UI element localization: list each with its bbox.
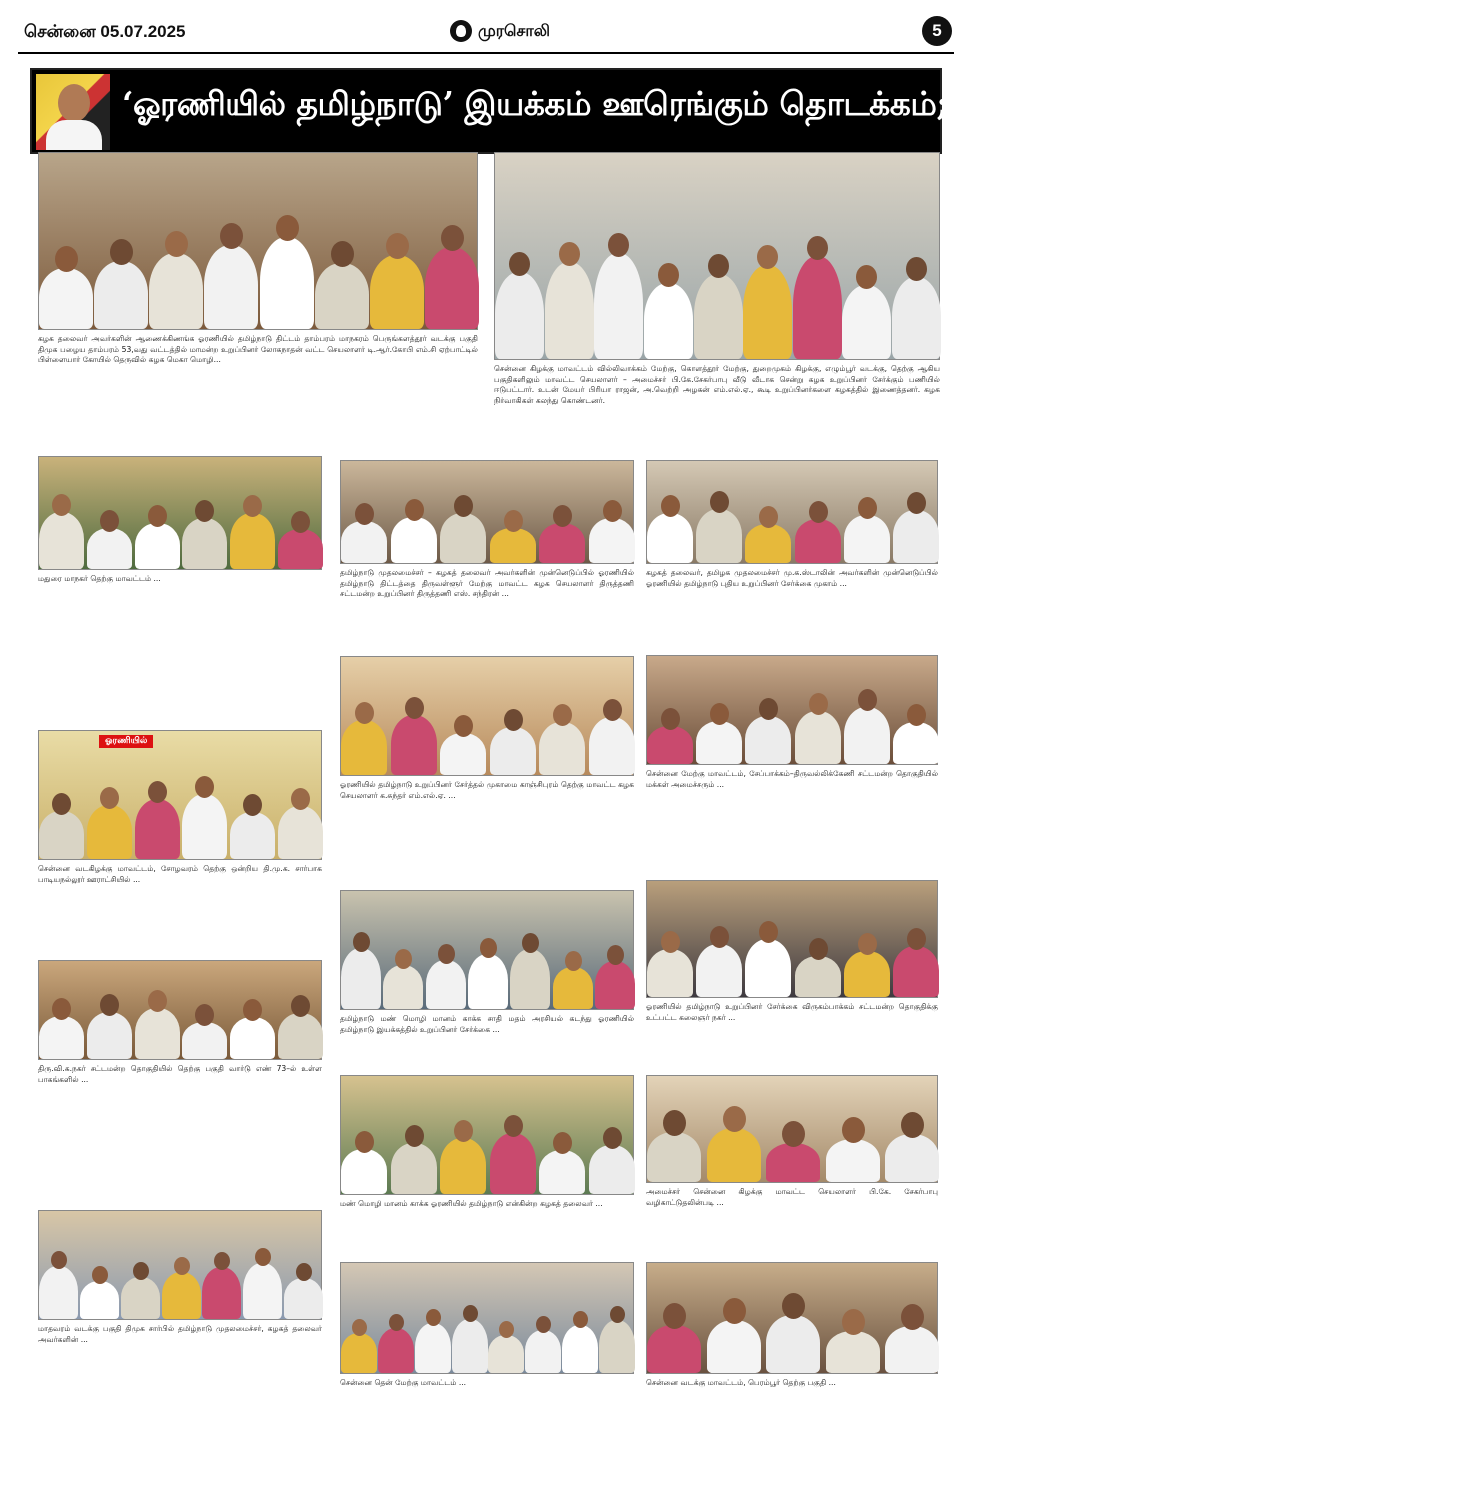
person-head — [661, 931, 680, 953]
news-photo — [646, 1075, 938, 1183]
person-head — [331, 241, 354, 267]
photo-caption: சென்னை வடகிழக்கு மாவட்டம், சோழவரம் தெற்கு ஒன்றிய தி.மு.க. சார்பாக பாடியநல்லூர் ஊராட்சியில் ... — [38, 864, 322, 884]
photo-caption: சென்னை தென் மேற்கு மாவட்டம் ... — [340, 1378, 467, 1387]
photo-caption: திரு.வி.க.நகர் சட்டமன்ற தொகுதியில் தெற்கு பகுதி வார்டு எண் 73–ல் உள்ள பாகங்களில் ... — [38, 1064, 322, 1084]
person-head — [214, 1252, 230, 1270]
person-head — [603, 1127, 622, 1149]
person-figure — [383, 965, 423, 1009]
person-figure — [391, 1143, 437, 1194]
leader-portrait — [36, 74, 110, 150]
person-head — [603, 500, 622, 522]
person-figure — [745, 524, 791, 563]
person-head — [607, 945, 624, 965]
person-head — [165, 231, 188, 257]
person-head — [243, 495, 262, 517]
person-head — [441, 225, 464, 251]
news-photo — [340, 460, 634, 564]
person-figure — [793, 256, 842, 359]
news-photo — [646, 1262, 938, 1374]
person-figure — [440, 733, 486, 775]
portrait-shirt — [46, 120, 102, 150]
newspaper-name: முரசொலி — [478, 20, 550, 40]
person-figure — [696, 509, 742, 563]
person-head — [291, 788, 310, 810]
news-item — [38, 730, 322, 984]
person-head — [663, 1110, 686, 1136]
news-photo — [38, 1210, 322, 1320]
person-figure — [341, 1333, 377, 1373]
person-figure — [745, 939, 791, 997]
news-photo — [38, 152, 478, 330]
rising-sun-icon — [450, 20, 472, 42]
person-head — [499, 1321, 514, 1338]
person-head — [100, 510, 119, 532]
person-figure — [647, 726, 693, 764]
person-head — [907, 704, 926, 726]
photo-caption: ஓரணியில் தமிழ்நாடு உறுப்பினர் சேர்க்கை விருகம்பாக்கம் சட்டமன்ற தொகுதிக்கு உட்பட்ட கலைஞர் நகர் ... — [646, 1002, 938, 1022]
person-figure — [647, 1325, 701, 1373]
news-photo — [646, 880, 938, 998]
person-figure — [391, 715, 437, 775]
person-head — [52, 494, 71, 516]
person-figure — [766, 1143, 820, 1182]
person-head — [663, 1303, 686, 1329]
person-figure — [594, 253, 643, 359]
person-head — [255, 1248, 271, 1266]
person-figure — [39, 811, 84, 859]
person-head — [55, 246, 78, 272]
person-figure — [553, 967, 593, 1009]
headline: ‘ஓரணியில் தமிழ்நாடு’ இயக்கம் ஊரெங்கும் தொடக்கம்; உற்சாக வெள்ளத்தில் தமிழ் மக்கள்! — [122, 84, 1478, 123]
person-figure — [745, 716, 791, 764]
news-item — [646, 655, 938, 889]
person-head — [710, 926, 729, 948]
person-figure — [260, 237, 314, 329]
person-head — [553, 704, 572, 726]
person-figure — [707, 1128, 761, 1182]
person-figure — [892, 277, 941, 359]
photo-caption: கழகத் தலைவர், தமிழக முதலமைச்சர் மு.க.ஸ்டாலின் அவர்களின் முன்னெடுப்பில் ஓரணியில் தமிழ்நாடு புதிய உறுப்பினர் சேர்க்கை முகாம் ... — [646, 568, 938, 588]
person-figure — [341, 521, 387, 563]
person-figure — [202, 1267, 241, 1319]
person-head — [405, 697, 424, 719]
person-head — [610, 1306, 625, 1323]
photo-caption: கழக தலைவர் அவர்களின் ஆணைக்கிணங்க ஓரணியில் தமிழ்நாடு திட்டம் தாம்பரம் மாநகரம் பெருங்களத்தூர் வடக்கு பகுதி திமுக பழைய தாம்பரம் 53,வது வட்டத்தில் மாமன்ற உறுப்பினர் லோகநாதன் வட்ட செயலாளர் டி.ஆர்.கோபி எம்.சி ஏற்பாட்டில் பிள்ளையார் கோயில் தெருவில் கழக மெகா மொழி... — [38, 334, 478, 365]
news-photo — [646, 655, 938, 765]
photo-caption: தமிழ்நாடு முதலமைச்சர் – கழகத் தலைவர் அவர்களின் முன்னெடுப்பில் ஓரணியில் தமிழ்நாடு திட்டத்தை திருவள்ளூர் மேற்கு மாவட்ட கழக செயலாளர் திருத்தணி சட்டமன்ற உறுப்பினர் திருத்தணி எஸ். சந்திரன் ... — [340, 568, 634, 599]
person-head — [559, 242, 580, 266]
person-head — [296, 1263, 312, 1281]
person-head — [52, 793, 71, 815]
person-head — [858, 689, 877, 711]
person-figure — [595, 961, 635, 1009]
person-figure — [842, 285, 891, 359]
person-head — [757, 245, 778, 269]
person-figure — [589, 717, 635, 775]
masthead — [18, 8, 954, 54]
photo-caption: மதுரை மாநகர் தெற்கு மாவட்டம் ... — [38, 574, 161, 583]
news-item — [38, 456, 322, 724]
person-head — [389, 1314, 404, 1331]
person-figure — [844, 515, 890, 563]
person-figure — [647, 1132, 701, 1182]
person-figure — [121, 1277, 160, 1319]
person-head — [355, 702, 374, 724]
person-figure — [743, 265, 792, 359]
person-head — [553, 1132, 572, 1154]
person-figure — [278, 1013, 323, 1059]
person-head — [148, 990, 167, 1012]
person-figure — [39, 1266, 78, 1319]
person-head — [51, 1251, 67, 1269]
photo-caption: அமைச்சர் சென்னை கிழக்கு மாவட்ட செயலாளர் பி.கே. சேகர்பாபு வழிகாட்டுதலின்படி ... — [646, 1187, 938, 1207]
news-item — [340, 1262, 634, 1488]
person-head — [509, 252, 530, 276]
person-head — [842, 1117, 865, 1143]
person-head — [710, 491, 729, 513]
news-photo — [38, 456, 322, 570]
person-figure — [490, 1133, 536, 1194]
person-figure — [162, 1272, 201, 1319]
person-figure — [589, 518, 635, 563]
person-head — [759, 698, 778, 720]
person-head — [661, 708, 680, 730]
person-figure — [39, 268, 93, 329]
person-head — [353, 932, 370, 952]
issue-date: சென்னை 05.07.2025 — [24, 22, 186, 41]
person-head — [395, 949, 412, 969]
person-figure — [826, 1139, 880, 1182]
person-head — [454, 1120, 473, 1142]
person-head — [723, 1298, 746, 1324]
person-head — [243, 999, 262, 1021]
person-figure — [94, 261, 148, 329]
person-figure — [795, 956, 841, 997]
person-head — [708, 254, 729, 278]
person-figure — [278, 806, 323, 859]
person-head — [291, 995, 310, 1017]
person-head — [901, 1112, 924, 1138]
person-figure — [440, 513, 486, 563]
person-head — [426, 1309, 441, 1326]
person-figure — [766, 1315, 820, 1373]
person-head — [504, 1115, 523, 1137]
person-head — [438, 944, 455, 964]
person-head — [565, 951, 582, 971]
person-figure — [425, 247, 479, 329]
person-head — [856, 265, 877, 289]
person-figure — [149, 253, 203, 329]
person-figure — [341, 1149, 387, 1194]
news-photo — [340, 890, 634, 1010]
person-head — [355, 1131, 374, 1153]
photo-caption: மாதவரம் வடக்கு பகுதி திமுக சார்பில் தமிழ்நாடு முதலமைச்சர், கழகத் தலைவர் அவர்களின் ... — [38, 1324, 322, 1344]
news-photo — [494, 152, 940, 360]
news-item — [38, 960, 322, 1204]
person-head — [522, 933, 539, 953]
person-head — [809, 501, 828, 523]
person-head — [291, 511, 310, 533]
person-figure — [315, 263, 369, 329]
person-head — [480, 938, 497, 958]
newspaper-logo — [450, 20, 550, 42]
person-head — [110, 239, 133, 265]
person-figure — [490, 528, 536, 563]
person-figure — [182, 794, 227, 859]
person-figure — [415, 1323, 451, 1373]
person-figure — [539, 1150, 585, 1194]
photo-caption: சென்னை வடக்கு மாவட்டம், பெரம்பூர் தெற்கு பகுதி ... — [646, 1378, 836, 1387]
person-head — [195, 500, 214, 522]
person-figure — [135, 523, 180, 569]
person-head — [603, 699, 622, 721]
person-head — [842, 1309, 865, 1335]
person-figure — [539, 523, 585, 563]
person-figure — [39, 1016, 84, 1059]
person-figure — [589, 1145, 635, 1194]
person-head — [906, 257, 927, 281]
news-item — [494, 152, 940, 458]
news-photo — [646, 460, 938, 564]
person-figure — [426, 960, 466, 1009]
person-figure — [135, 799, 180, 859]
person-head — [759, 921, 778, 943]
person-head — [573, 1311, 588, 1328]
person-figure — [87, 528, 132, 569]
person-figure — [893, 510, 939, 563]
person-head — [710, 703, 729, 725]
person-figure — [795, 519, 841, 563]
person-head — [553, 505, 572, 527]
person-figure — [826, 1331, 880, 1373]
news-item — [646, 1262, 938, 1488]
person-figure — [647, 949, 693, 997]
person-head — [901, 1304, 924, 1330]
person-figure — [495, 272, 544, 359]
person-figure — [885, 1134, 939, 1182]
page-number: 5 — [922, 16, 952, 46]
person-figure — [341, 720, 387, 775]
person-figure — [525, 1330, 561, 1373]
person-figure — [278, 529, 323, 569]
person-head — [100, 787, 119, 809]
person-figure — [370, 255, 424, 329]
person-head — [807, 236, 828, 260]
person-head — [907, 928, 926, 950]
person-head — [92, 1266, 108, 1284]
photo-caption: மண் மொழி மானம் காக்க ஓரணியில் தமிழ்நாடு என்கின்ற கழகத் தலைவர் ... — [340, 1199, 603, 1208]
person-head — [148, 505, 167, 527]
person-head — [195, 776, 214, 798]
person-head — [858, 933, 877, 955]
person-head — [220, 223, 243, 249]
person-figure — [284, 1278, 323, 1319]
person-figure — [440, 1138, 486, 1194]
person-head — [504, 510, 523, 532]
person-figure — [510, 949, 550, 1009]
person-head — [759, 506, 778, 528]
person-figure — [452, 1319, 488, 1373]
news-item — [38, 152, 478, 458]
person-head — [352, 1319, 367, 1336]
headline-banner — [30, 68, 1478, 154]
news-photo — [340, 1075, 634, 1195]
person-head — [276, 215, 299, 241]
news-item — [340, 656, 634, 890]
person-figure — [490, 727, 536, 775]
news-photo — [340, 656, 634, 776]
person-figure — [696, 944, 742, 997]
person-head — [148, 781, 167, 803]
photo-caption: தமிழ்நாடு மண் மொழி மானம் காக்க சாதி மதம் அரசியல் கடந்து ஓரணியில் தமிழ்நாடு இயக்கத்தில் உறுப்பினர் சேர்க்கை ... — [340, 1014, 634, 1034]
news-photo — [38, 730, 322, 860]
person-head — [809, 938, 828, 960]
news-photo — [38, 960, 322, 1060]
photo-caption: ஓரணியில் தமிழ்நாடு உறுப்பினர் சேர்த்தல் முகாமை காஞ்சிபுரம் தெற்கு மாவட்ட கழக செயலாளர் க.சுந்தர் எம்.எல்.ஏ. ... — [340, 780, 634, 800]
person-head — [858, 497, 877, 519]
person-figure — [391, 517, 437, 563]
person-figure — [378, 1328, 414, 1373]
person-figure — [844, 707, 890, 764]
person-figure — [885, 1326, 939, 1373]
person-head — [133, 1262, 149, 1280]
person-head — [463, 1305, 478, 1322]
person-figure — [230, 812, 275, 859]
person-figure — [243, 1263, 282, 1319]
person-figure — [230, 513, 275, 569]
person-head — [504, 709, 523, 731]
person-figure — [39, 512, 84, 569]
person-figure — [562, 1325, 598, 1373]
person-figure — [80, 1281, 119, 1319]
person-figure — [182, 518, 227, 569]
person-head — [907, 492, 926, 514]
person-figure — [135, 1008, 180, 1059]
person-figure — [647, 513, 693, 563]
person-head — [195, 1004, 214, 1026]
person-figure — [707, 1320, 761, 1373]
person-figure — [488, 1335, 524, 1373]
person-figure — [204, 245, 258, 329]
person-head — [536, 1316, 551, 1333]
person-head — [809, 693, 828, 715]
person-figure — [545, 262, 594, 359]
person-figure — [893, 722, 939, 764]
person-figure — [599, 1320, 635, 1373]
portrait-face — [58, 84, 90, 122]
person-head — [723, 1106, 746, 1132]
person-figure — [539, 722, 585, 775]
photo-caption: சென்னை மேற்கு மாவட்டம், சேப்பாக்கம்–திருவல்லிக்கேணி சட்டமன்ற தொகுதியில் மக்கள் அமைச்சரும் ... — [646, 769, 938, 789]
news-photo — [340, 1262, 634, 1374]
person-figure — [230, 1017, 275, 1059]
person-head — [243, 794, 262, 816]
person-figure — [844, 951, 890, 997]
person-figure — [644, 283, 693, 359]
photo-caption: சென்னை கிழக்கு மாவட்டம் வில்லிவாக்கம் மேற்கு, கொளத்தூர் மேற்கு, துறைமுகம் கிழக்கு, எழும்பூர் வடக்கு, தெற்கு ஆகிய பகுதிகளிலும் மாவட்ட செயலாளர் – அமைச்சர் பி.கே.சேகர்பாபு வீடு வீடாக சென்று கழக உறுப்பினர் சேர்க்கும் பணியில் ஈடுபட்டார். உடன் மேயர் பிரியா ராஜன், அ.வெற்றி அழகன் எம்.எல்.ஏ., கூடி உறுப்பினர்களை கழகத்தில் இணைத்தனர். கழக நிர்வாகிகள் கலந்து கொண்டனர். — [494, 364, 940, 405]
person-head — [405, 1125, 424, 1147]
person-head — [100, 994, 119, 1016]
person-figure — [87, 805, 132, 859]
person-head — [782, 1293, 805, 1319]
person-head — [454, 495, 473, 517]
person-head — [658, 263, 679, 287]
person-figure — [182, 1022, 227, 1059]
person-figure — [341, 948, 381, 1009]
person-figure — [694, 274, 743, 359]
campaign-logo-text: ஓரணியில் — [99, 735, 153, 748]
person-figure — [893, 946, 939, 997]
person-head — [405, 499, 424, 521]
person-figure — [696, 721, 742, 764]
person-head — [782, 1121, 805, 1147]
person-figure — [795, 711, 841, 764]
person-head — [386, 233, 409, 259]
person-figure — [87, 1012, 132, 1059]
person-head — [174, 1257, 190, 1275]
person-head — [661, 495, 680, 517]
person-head — [355, 503, 374, 525]
person-figure — [468, 954, 508, 1009]
news-item — [38, 1210, 322, 1504]
person-head — [608, 233, 629, 257]
person-head — [52, 998, 71, 1020]
person-head — [454, 715, 473, 737]
